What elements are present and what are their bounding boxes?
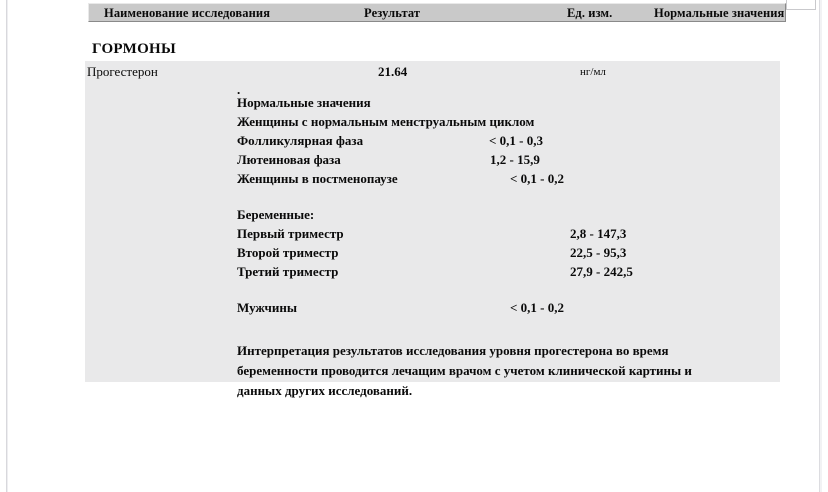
- reference-women-cycle-label: Женщины с нормальным менструальным циклом: [237, 114, 535, 129]
- reference-row-men: [237, 300, 777, 319]
- reference-label: Третий триместр: [237, 264, 339, 279]
- column-header-units: Ед. изм.: [567, 6, 613, 20]
- reference-row-luteal: [237, 152, 777, 171]
- reference-row-follicular: [237, 133, 777, 152]
- result-block: [85, 61, 780, 398]
- reference-women-cycle-heading: [237, 114, 777, 133]
- reference-heading: [237, 95, 777, 114]
- column-header-reference: Нормальные значения: [654, 6, 785, 20]
- reference-heading-label: Нормальные значения: [237, 95, 371, 110]
- reference-label: Женщины в постменопаузе: [237, 171, 398, 186]
- reference-value: < 0,1 - 0,2: [510, 171, 564, 186]
- reference-value: 2,8 - 147,3: [570, 226, 627, 241]
- reference-row-trimester-1: [237, 226, 777, 245]
- reference-row-trimester-2: [237, 245, 777, 264]
- spacer: [237, 190, 777, 207]
- analyte-row-progesterone: [85, 64, 780, 82]
- interpretation-note: Интерпретация результатов исследования уровня прогестерона во время беременности проводится лечащим врачом с учетом клинической картины и данных других исследований.: [237, 343, 692, 398]
- reference-pregnant-label: Беременные:: [237, 207, 315, 222]
- reference-value: < 0,1 - 0,2: [510, 300, 564, 315]
- analyte-name: Прогестерон: [87, 64, 158, 79]
- section-title-hormones: ГОРМОНЫ: [92, 41, 177, 57]
- page-right-border-inner: [820, 0, 822, 492]
- reference-value: < 0,1 - 0,3: [489, 133, 543, 148]
- reference-label: Первый триместр: [237, 226, 344, 241]
- reference-value: 27,9 - 242,5: [570, 264, 633, 279]
- results-table-header: [88, 3, 786, 22]
- reference-label: Мужчины: [237, 300, 297, 315]
- spacer: [237, 283, 777, 300]
- dot-marker: .: [237, 82, 241, 97]
- top-right-corner-box: [786, 0, 816, 10]
- reference-row-trimester-3: [237, 264, 777, 283]
- column-header-name: Наименование исследования: [104, 6, 271, 20]
- reference-pregnant-heading: [237, 207, 777, 226]
- reference-row-postmenopause: [237, 171, 777, 190]
- analyte-units: нг/мл: [580, 66, 606, 78]
- reference-notes: [237, 82, 777, 401]
- analyte-result: 21.64: [378, 64, 408, 79]
- page-left-border-inner: [7, 0, 8, 492]
- reference-label: Фолликулярная фаза: [237, 133, 364, 148]
- reference-label: Лютеиновая фаза: [237, 152, 341, 167]
- reference-value: 1,2 - 15,9: [490, 152, 540, 167]
- reference-label: Второй триместр: [237, 245, 339, 260]
- reference-value: 22,5 - 95,3: [570, 245, 627, 260]
- spacer: [237, 319, 777, 336]
- column-header-result: Результат: [364, 6, 421, 20]
